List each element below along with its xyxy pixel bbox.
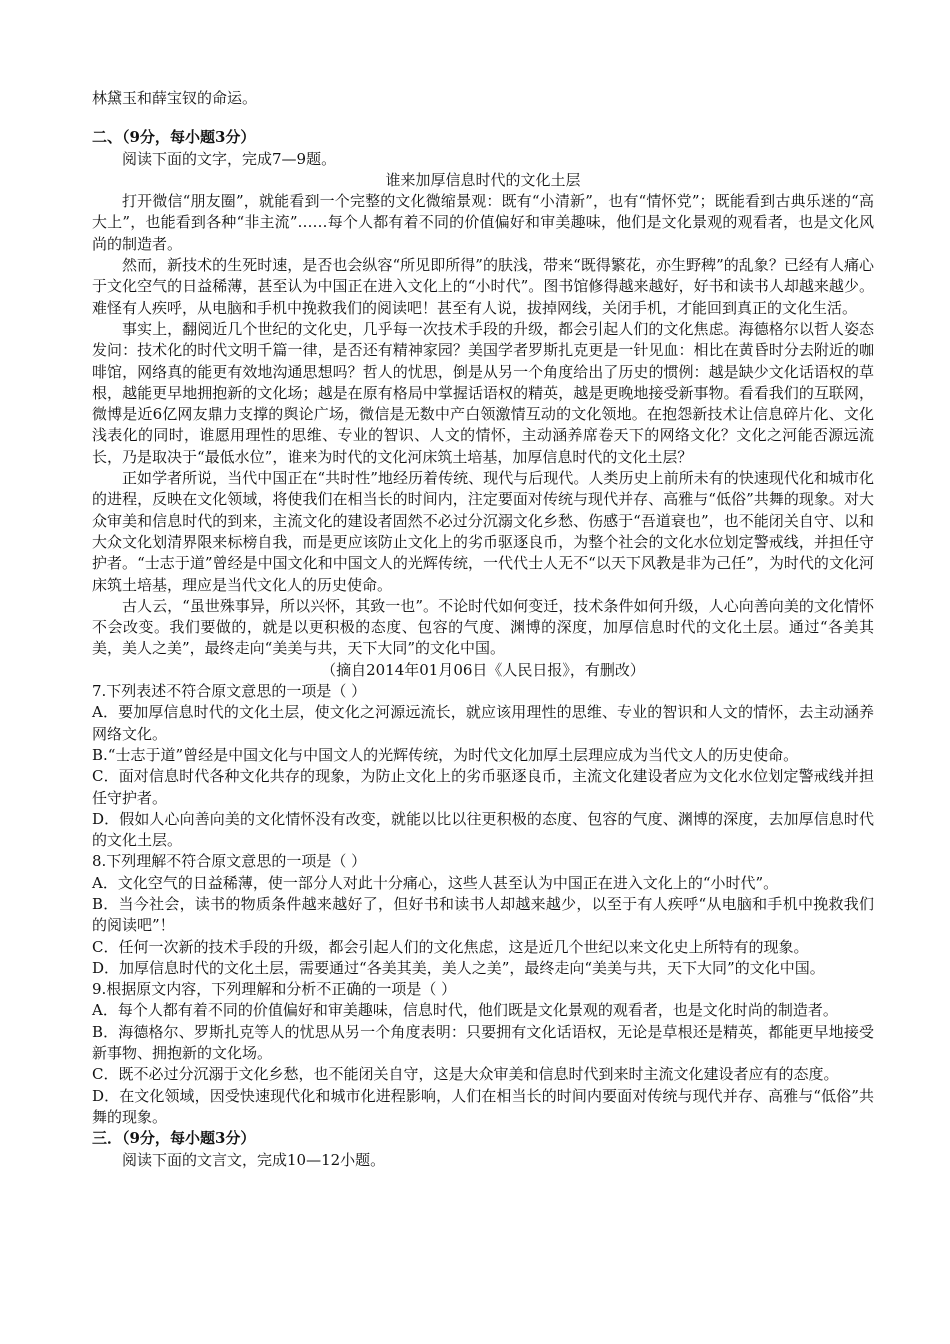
question-8-stem: 8.下列理解不符合原文意思的一项是（ ）	[92, 852, 367, 871]
question-8-option-d: D．加厚信息时代的文化土层，需要通过“各美其美，美人之美”，最终走向“美美与共，天下大同”的文化中国。	[92, 958, 825, 977]
section-2-heading: 二、（9分，每小题3分）	[92, 128, 256, 147]
exam-page	[92, 88, 874, 1171]
question-7-option-d: D．假如人心向善向美的文化情怀没有改变，就能以比以往更积极的态度、包容的气度、渊博的深度，去加厚信息时代的文化土层。	[92, 809, 874, 850]
question-9-option-b: B．海德格尔、罗斯扎克等人的忧思从另一个角度表明：只要拥有文化话语权，无论是草根还是精英，都能更早地接受新事物、拥抱新的文化场。	[92, 1022, 874, 1063]
article-paragraph-4: 正如学者所说，当代中国正在“共时性”地经历着传统、现代与后现代。人类历史上前所未有的快速现代化和城市化的进程，反映在文化领域，将使我们在相当长的时间内，注定要面对传统与现代并存、高雅与“低俗”共舞的现象。对大众审美和信息时代的到来，主流文化的建设者固然不必过分沉溺文化乡愁、伤感于“吾道衰也”，也不能闭关自守、以和大众文化划清界限来标榜自我，而是更应该防止文化上的劣币驱逐良币，为整个社会的文化水位划定警戒线，并担任守护者。“士志于道”曾经是中国文化和中国文人的光辉传统，一代代士人无不“以天下风教是非为己任”，为时代的文化河床筑土培基，理应是当代文化人的历史使命。	[92, 469, 874, 594]
section-3-instruction: 阅读下面的文言文，完成10—12小题。	[122, 1150, 386, 1169]
question-8-option-b: B．当今社会，读书的物质条件越来越好了，但好书和读书人却越来越少，以至于有人疾呼“从电脑和手机中挽救我们的阅读吧”！	[92, 894, 874, 935]
section-3-heading: 三．（9分，每小题3分）	[92, 1129, 256, 1148]
question-7-stem: 7.下列表述不符合原文意思的一项是（ ）	[92, 682, 367, 701]
section-2-instruction: 阅读下面的文字，完成7—9题。	[122, 149, 337, 168]
article-paragraph-5: 古人云，“虽世殊事异，所以兴怀，其致一也”。不论时代如何变迁，技术条件如何升级，人心向善向美的文化情怀不会改变。我们要做的，就是以更积极的态度、包容的气度、渊博的深度，加厚信息时代的文化土层。通过“各美其美，美人之美”，最终走向“美美与共，天下大同”的文化中国。	[92, 596, 874, 658]
question-7-option-b: B.“士志于道”曾经是中国文化与中国文人的光辉传统，为时代文化加厚土层理应成为当代文人的历史使命。	[92, 745, 799, 764]
article-paragraph-2: 然而，新技术的生死时速，是否也会纵容“所见即所得”的肤浅，带来“既得繁花，亦生野稗”的乱象？已经有人痛心于文化空气的日益稀薄，甚至认为中国正在进入文化上的“小时代”。图书馆修得越来越好，好书和读书人却越来越少。难怪有人疾呼，从电脑和手机中挽救我们的阅读吧！甚至有人说，拔掉网线，关闭手机，才能回到真正的文化生活。	[92, 256, 874, 317]
article-paragraph-1: 打开微信“朋友圈”，就能看到一个完整的文化微缩景观：既有“小清新”，也有“情怀党”；既能看到古典乐迷的“高大上”，也能看到各种“非主流”……每个人都有着不同的价值偏好和审美趣味，他们是文化景观的观看者，也是文化风尚的制造者。	[92, 192, 874, 253]
article-paragraph-3: 事实上，翻阅近几个世纪的文化史，几乎每一次技术手段的升级，都会引起人们的文化焦虑。海德格尔以哲人姿态发问：技术化的时代文明千篇一律，是否还有精神家园？美国学者罗斯扎克更是一针见血：相比在黄昏时分去附近的咖啡馆，网络真的能更有效地沟通思想吗？哲人的忧思，倒是从另一个角度给出了历史的惯例：越是缺少文化话语权的草根，越能更早地拥抱新的文化场；越是在原有格局中掌握话语权的精英，越是更晚地接受新事物。看看我们的互联网，微博是近6亿网友鼎力支撑的舆论广场，微信是无数中产白领激情互动的文化领地。在抱怨新技术让信息碎片化、文化浅表化的同时，谁愿用理性的思维、专业的智识、人文的情怀，主动涵养席卷天下的网络文化？文化之河能否源远流长，乃是取决于“最低水位”，谁来为时代的文化河床筑土培基，加厚信息时代的文化土层？	[92, 319, 874, 466]
question-8-option-c: C．任何一次新的技术手段的升级，都会引起人们的文化焦虑，这是近几个世纪以来文化史上所特有的现象。	[92, 937, 809, 956]
question-9-option-c: C．既不必过分沉溺于文化乡愁，也不能闭关自守，这是大众审美和信息时代到来时主流文化建设者应有的态度。	[92, 1065, 839, 1084]
question-8-option-a: A．文化空气的日益稀薄，使一部分人对此十分痛心，这些人甚至认为中国正在进入文化上的“小时代”。	[92, 873, 779, 892]
question-9-option-d: D．在文化领域，因受快速现代化和城市化进程影响，人们在相当长的时间内要面对传统与现代并存、高雅与“低俗”共舞的现象。	[92, 1086, 874, 1126]
article-title: 谁来加厚信息时代的文化土层	[385, 170, 581, 189]
question-9-option-a: A．每个人都有着不同的价值偏好和审美趣味，信息时代，他们既是文化景观的观看者，也是文化时尚的制造者。	[92, 1001, 838, 1020]
question-7-option-c: C．面对信息时代各种文化共存的现象，为防止文化上的劣币驱逐良币，主流文化建设者应为文化水位划定警戒线并担任守护者。	[92, 767, 874, 807]
previous-section-tail: 林黛玉和薛宝钗的命运。	[92, 89, 258, 107]
article-source: （摘自2014年01月06日《人民日报》，有删改）	[321, 660, 645, 679]
question-7-option-a: A．要加厚信息时代的文化土层，使文化之河源远流长，就应该用理性的思维、专业的智识和人文的情怀，去主动涵养网络文化。	[92, 703, 874, 743]
question-9-stem: 9.根据原文内容，下列理解和分析不正确的一项是（ ）	[92, 980, 457, 999]
spacer	[92, 109, 874, 127]
